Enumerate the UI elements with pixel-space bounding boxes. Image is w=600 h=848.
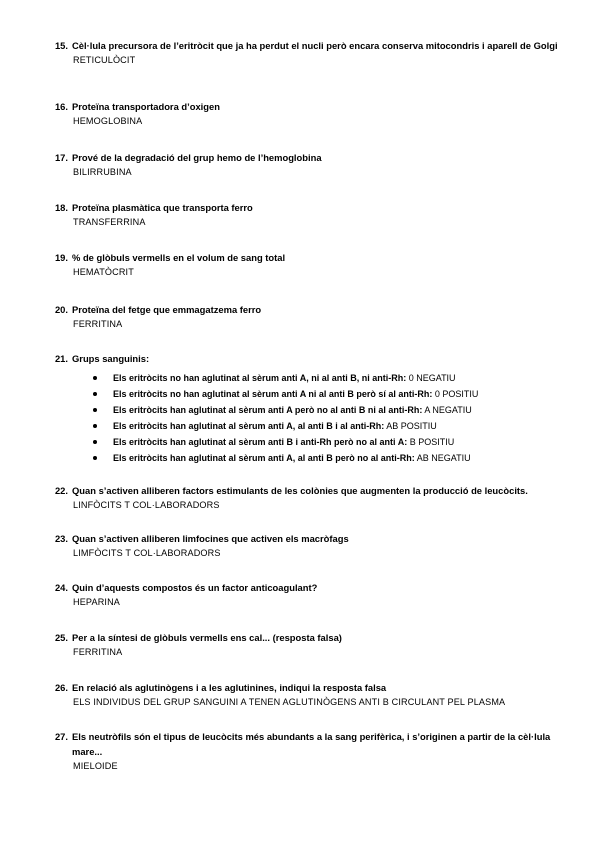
list-item xyxy=(0,451,600,467)
blood-group-answer: B POSITIU xyxy=(409,437,455,447)
blood-group-answer: 0 NEGATIU xyxy=(408,373,456,383)
question-number: 18. xyxy=(54,202,68,213)
bullet-icon xyxy=(93,408,97,412)
blood-group-condition: Els eritròcits han aglutinat al sèrum anti B i anti-Rh però no al anti A: xyxy=(113,437,408,447)
blood-group-condition: Els eritròcits no han aglutinat al sèrum anti A, ni al anti B, ni anti-Rh: xyxy=(113,373,407,383)
question-24 xyxy=(0,580,600,610)
question-number: 23. xyxy=(54,533,68,544)
list-item xyxy=(0,419,600,435)
question-text: Cèl·lula precursora de l’eritròcit que ja ha perdut el nucli però encara conserva mitocondris i aparell de Golgi xyxy=(72,40,558,51)
question-number: 26. xyxy=(54,682,68,693)
blood-group-answer: 0 POSITIU xyxy=(434,389,479,399)
answer-text: RETICULÒCIT xyxy=(73,55,136,65)
blood-group-answer: A NEGATIU xyxy=(424,405,472,415)
bullet-icon xyxy=(93,456,97,460)
question-text: Proteïna del fetge que emmagatzema ferro xyxy=(72,304,262,315)
blood-group-condition: Els eritròcits han aglutinat al sèrum anti A però no al anti B ni al anti-Rh: xyxy=(113,405,423,415)
answer-text: HEMATÒCRIT xyxy=(73,267,134,277)
question-number: 24. xyxy=(54,582,68,593)
question-20 xyxy=(0,302,600,332)
question-number: 16. xyxy=(54,101,68,112)
blood-group-condition: Els eritròcits han aglutinat al sèrum anti A, al anti B però no al anti-Rh: xyxy=(113,453,415,463)
question-17 xyxy=(0,150,600,180)
question-25 xyxy=(0,630,600,660)
question-27 xyxy=(0,729,600,774)
bullet-icon xyxy=(93,392,97,396)
question-text: Per a la síntesi de glòbuls vermells ens cal... (resposta falsa) xyxy=(72,632,342,643)
question-18 xyxy=(0,200,600,230)
answer-text: FERRITINA xyxy=(73,647,123,657)
question-21 xyxy=(0,351,600,467)
list-item xyxy=(0,435,600,451)
question-15 xyxy=(0,38,600,68)
question-number: 17. xyxy=(54,152,68,163)
bullet-icon xyxy=(93,424,97,428)
question-number: 27. xyxy=(54,731,68,742)
answer-text: HEMOGLOBINA xyxy=(73,116,143,126)
question-number: 19. xyxy=(54,252,68,263)
question-number: 25. xyxy=(54,632,68,643)
blood-group-answer: AB POSITIU xyxy=(386,421,437,431)
question-23 xyxy=(0,531,600,561)
question-number: 20. xyxy=(54,304,68,315)
bullet-icon xyxy=(93,376,97,380)
question-text: Quin d’aquests compostos és un factor anticoagulant? xyxy=(72,582,318,593)
question-text: Proteïna transportadora d’oxigen xyxy=(72,101,220,112)
answer-text: ELS INDIVIDUS DEL GRUP SANGUINI A TENEN AGLUTINÒGENS ANTI B CIRCULANT PEL PLASMA xyxy=(73,697,506,707)
answer-text: LIMFÒCITS T COL·LABORADORS xyxy=(73,548,221,558)
list-item xyxy=(0,403,600,419)
answer-text: HEPARINA xyxy=(73,597,121,607)
question-number: 21. xyxy=(54,353,68,364)
question-26 xyxy=(0,680,600,710)
question-19 xyxy=(0,250,600,280)
question-text: Quan s’activen alliberen factors estimulants de les colònies que augmenten la producció de leucòcits. xyxy=(72,485,528,496)
question-text: En relació als aglutinògens i a les aglutinines, indiqui la resposta falsa xyxy=(72,682,387,693)
question-22 xyxy=(0,483,600,513)
blood-group-list xyxy=(0,371,600,467)
answer-text: TRANSFERRINA xyxy=(73,217,146,227)
bullet-icon xyxy=(93,440,97,444)
question-text: Quan s’activen alliberen limfocines que activen els macròfags xyxy=(72,533,349,544)
answer-text: BILIRRUBINA xyxy=(73,167,132,177)
blood-group-answer: AB NEGATIU xyxy=(416,453,471,463)
answer-text: MIELOIDE xyxy=(73,761,118,771)
question-number: 15. xyxy=(54,40,68,51)
blood-group-condition: Els eritròcits no han aglutinat al sèrum anti A ni al anti B però sí al anti-Rh: xyxy=(113,389,433,399)
question-text: Els neutròfils són el tipus de leucòcits més abundants a la sang perifèrica, i s’originen a partir de la cèl·lula mare... xyxy=(72,731,551,757)
blood-group-condition: Els eritròcits han aglutinat al sèrum anti A, al anti B i al anti-Rh: xyxy=(113,421,385,431)
question-text: Prové de la degradació del grup hemo de l’hemoglobina xyxy=(72,152,322,163)
list-item xyxy=(0,371,600,387)
question-text: Grups sanguinis: xyxy=(72,353,150,364)
question-16 xyxy=(0,99,600,129)
answer-text: LINFÒCITS T COL·LABORADORS xyxy=(73,500,220,510)
question-text: Proteïna plasmàtica que transporta ferro xyxy=(72,202,253,213)
answer-text: FERRITINA xyxy=(73,319,123,329)
question-number: 22. xyxy=(54,485,68,496)
question-text: % de glòbuls vermells en el volum de sang total xyxy=(72,252,286,263)
list-item xyxy=(0,387,600,403)
